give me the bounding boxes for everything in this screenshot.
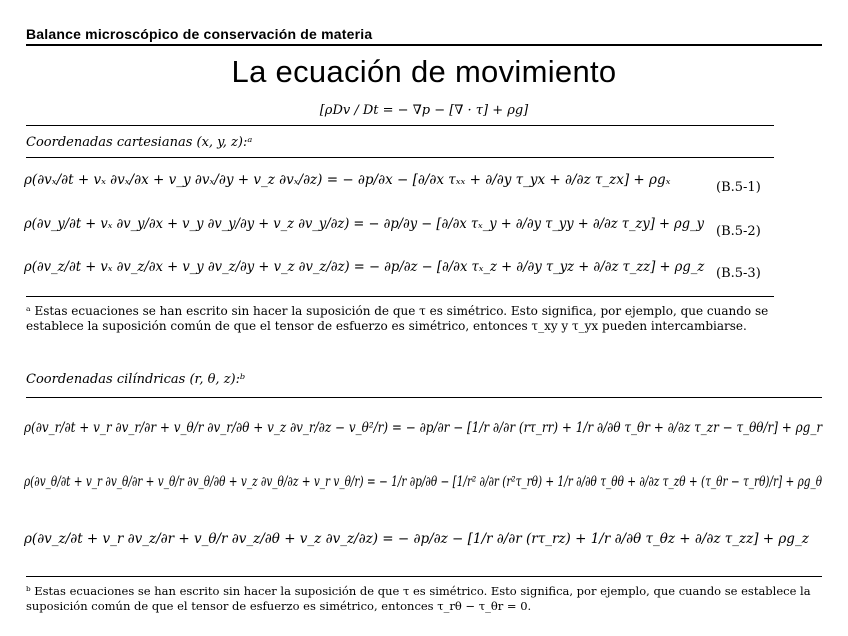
cylindrical-bottom-rule — [26, 576, 822, 577]
equation-text: ρ(∂v_θ/∂t + v_r ∂v_θ/∂r + v_θ/r ∂v_θ/∂θ + v_z ∂v_θ/∂z + v_r v_θ/r) = − 1/r ∂p/∂θ − [1/r² ∂/∂r (r²τ_rθ) + 1/r ∂/∂θ τ_θθ + ∂/∂z τ_zθ + (τ_θr − τ_rθ)/r] + ρg_θ — [24, 474, 823, 490]
cylindrical-footnote: ᵇ Estas ecuaciones se han escrito sin hacer la suposición de que τ es simétrico. Esto significa, por ejemplo, que cuando se establece la suposición común de que el tensor de esfuerzo es simétrico, entonces τ_rθ − τ_θr = 0. — [26, 584, 811, 613]
equation-cylindrical-r — [24, 420, 822, 436]
equation-cartesian-x — [24, 172, 670, 188]
cartesian-header-rule — [26, 157, 774, 158]
equation-text: ρ(∂vₓ/∂t + vₓ ∂vₓ/∂x + v_y ∂vₓ/∂y + v_z ∂vₓ/∂z) = − ∂p/∂x − [∂/∂x τₓₓ + ∂/∂y τ_yx + ∂/∂z τ_zx] + ρgₓ — [24, 172, 671, 188]
header-rule — [26, 44, 822, 46]
cylindrical-section-title: Coordenadas cilíndricas (r, θ, z):ᵇ — [26, 372, 246, 387]
equation-cartesian-z — [24, 259, 704, 275]
equation-text: ρ(∂v_y/∂t + vₓ ∂v_y/∂x + v_y ∂v_y/∂y + v_z ∂v_y/∂z) = − ∂p/∂y − [∂/∂x τₓ_y + ∂/∂y τ_yy + ∂/∂z τ_zy] + ρg_y — [24, 216, 704, 232]
cylindrical-header-rule — [26, 397, 822, 398]
equation-number: (B.5-3) — [716, 266, 761, 281]
equation-text: ρ(∂v_r/∂t + v_r ∂v_r/∂r + v_θ/r ∂v_r/∂θ + v_z ∂v_r/∂z − v_θ²/r) = − ∂p/∂r − [1/r ∂/∂r (rτ_rr) + 1/r ∂/∂θ τ_θr + ∂/∂z τ_zr − τ_θθ/r] + ρg_r — [24, 420, 823, 436]
equation-cylindrical-z — [24, 531, 809, 547]
cartesian-footnote: ᵃ Estas ecuaciones se han escrito sin hacer la suposición de que τ es simétrico. Esto significa, por ejemplo, que cuando se establece la suposición común de que el tensor de esfuerzo es simétrico, entonces τ_xy y τ_yx pueden intercambiarse. — [26, 304, 769, 333]
cartesian-bottom-rule — [26, 296, 774, 297]
cartesian-section-title: Coordenadas cartesianas (x, y, z):ᵃ — [26, 135, 253, 150]
equation-cartesian-y — [24, 216, 704, 232]
equation-number: (B.5-2) — [716, 224, 761, 239]
equation-cylindrical-theta — [24, 474, 822, 490]
cartesian-top-rule — [26, 125, 774, 126]
summary-equation: [ρDv / Dt = − ∇p − [∇ · τ] + ρg] — [319, 103, 529, 118]
equation-number: (B.5-1) — [716, 180, 761, 195]
equation-text: ρ(∂v_z/∂t + vₓ ∂v_z/∂x + v_y ∂v_z/∂y + v_z ∂v_z/∂z) = − ∂p/∂z − [∂/∂x τₓ_z + ∂/∂y τ_yz + ∂/∂z τ_zz] + ρg_z — [24, 259, 705, 275]
header-text: Balance microscópico de conservación de materia — [26, 26, 373, 42]
equation-text: ρ(∂v_z/∂t + v_r ∂v_z/∂r + v_θ/r ∂v_z/∂θ + v_z ∂v_z/∂z) = − ∂p/∂z − [1/r ∂/∂r (rτ_rz) + 1/r ∂/∂θ τ_θz + ∂/∂z τ_zz] + ρg_z — [24, 531, 809, 547]
page-title: La ecuación de movimiento — [231, 54, 617, 89]
